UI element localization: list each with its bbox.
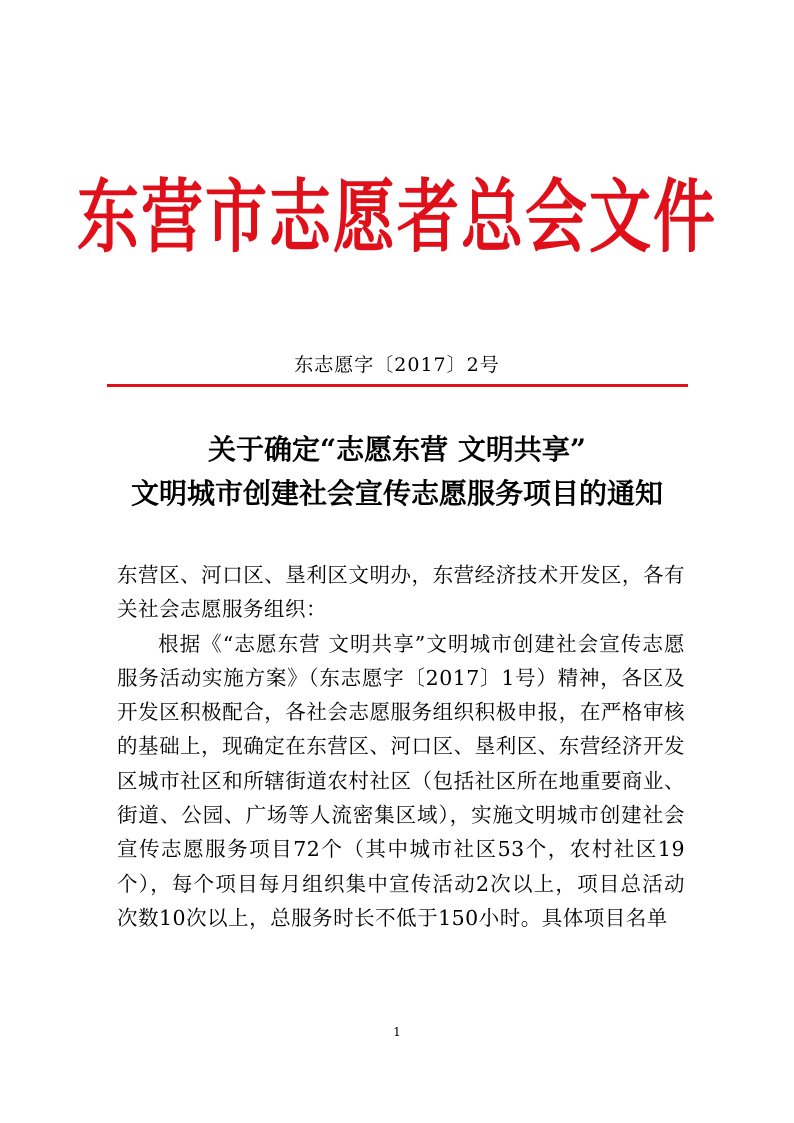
page-number: 1	[393, 1025, 401, 1039]
header-divider	[107, 384, 688, 387]
document-header-title: 东营市志愿者总会文件	[76, 170, 717, 264]
body-paragraph: 根据《“志愿东营 文明共享”文明城市创建社会宣传志愿服务活动实施方案》（东志愿字〔2017〕1号）精神，各区及开发区积极配合，各社会志愿服务组织积极申报，在严格审核的基础上，现确定在东营区、河口区、垦利区、东营经济开发区城市社区和所辖街道农村社区（包括社区所在地重要商业、街道、公园、广场等人流密集区域），实施文明城市创建社会宣传志愿服务项目72个（其中城市社区53个，农村社区19个），每个项目每月组织集中宣传活动2次以上，项目总活动次数10次以上，总服务时长不低于150小时。具体项目名单	[117, 631, 685, 930]
notice-title-line-1: 关于确定“志愿东营 文明共享”	[208, 433, 586, 466]
salutation: 东营区、河口区、垦利区文明办，东营经济技术开发区，各有关社会志愿服务组织：	[117, 563, 685, 622]
notice-title-line-2: 文明城市创建社会宣传志愿服务项目的通知	[130, 477, 663, 510]
document-body	[117, 558, 685, 935]
document-number: 东志愿字〔2017〕2号	[294, 354, 500, 376]
